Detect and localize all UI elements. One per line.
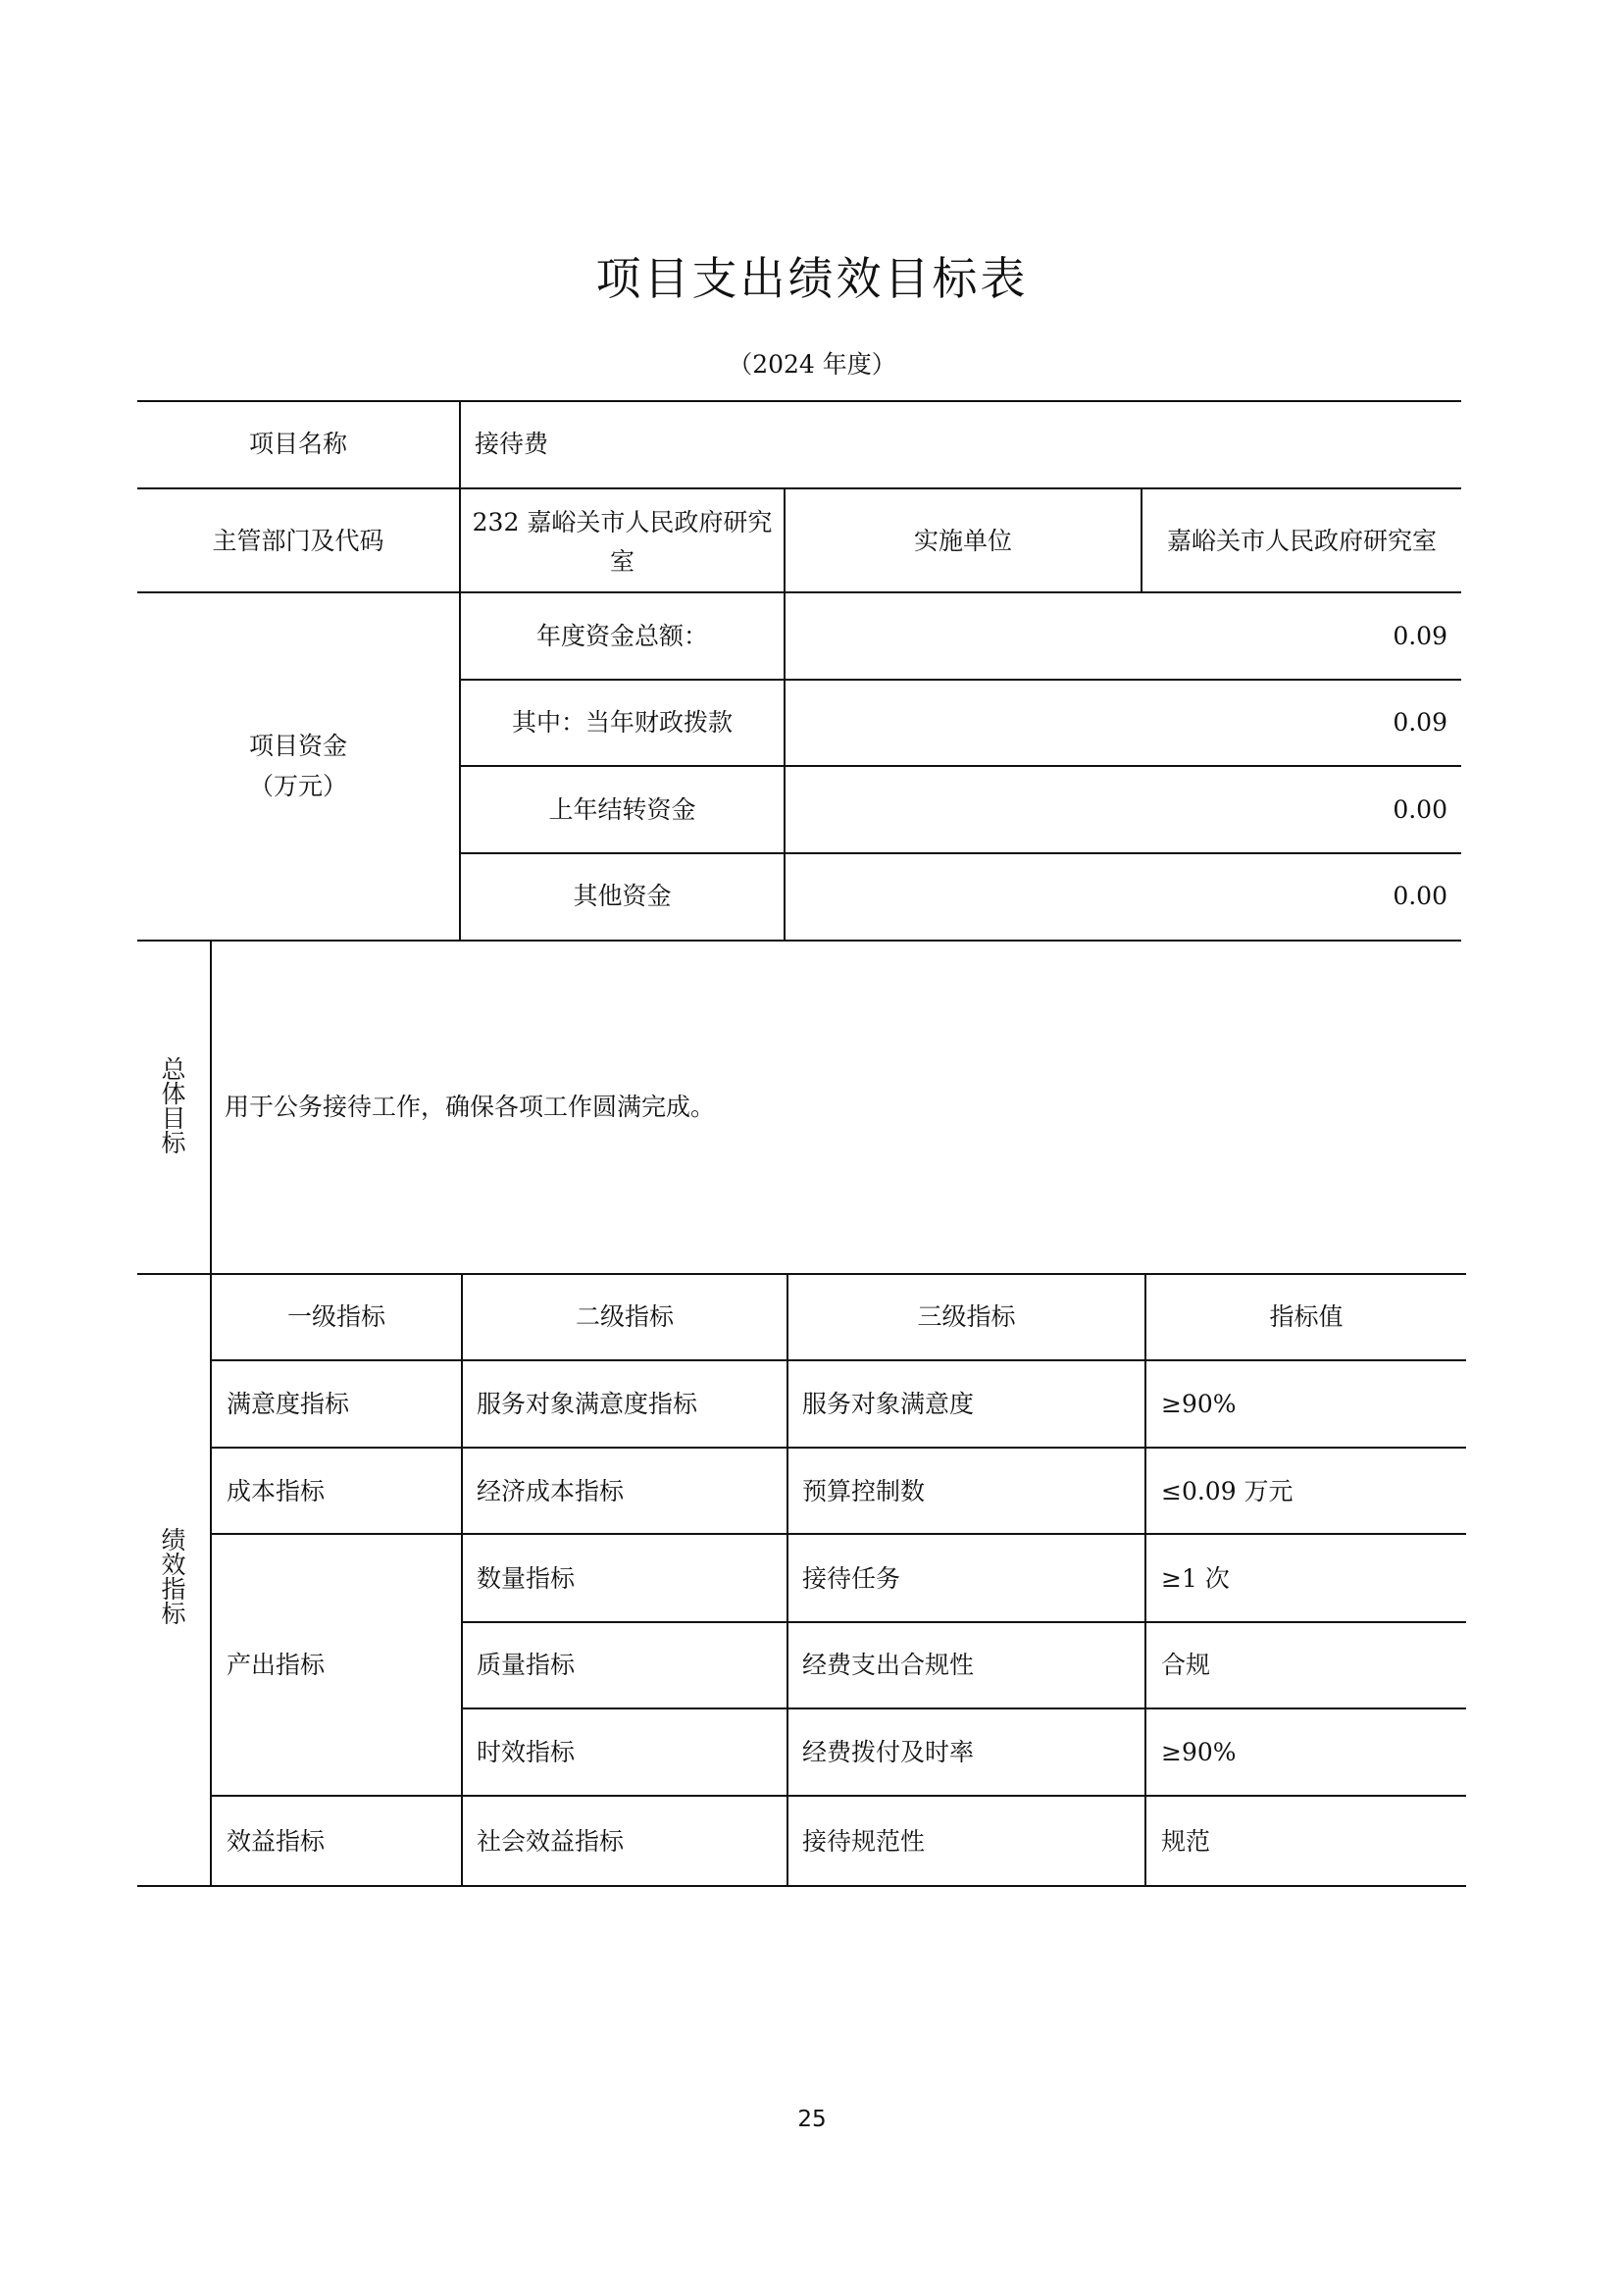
funds-unit: （万元） xyxy=(248,772,347,800)
funds-carryover-value: 0.00 xyxy=(1393,795,1447,824)
unit-value: 嘉峪关市人民政府研究室 xyxy=(1166,527,1437,555)
funds-label: 项目资金 xyxy=(248,732,347,760)
table-row-level2: 社会效益指标 xyxy=(477,1827,625,1856)
funds-total-value: 0.09 xyxy=(1393,622,1447,650)
indicators-label: 绩 效 指 标 xyxy=(161,1526,186,1628)
table-row-level3: 经费支出合规性 xyxy=(802,1651,975,1679)
funds-appropriation-value: 0.09 xyxy=(1393,708,1447,737)
page-title: 项目支出绩效目标表 xyxy=(595,252,1029,305)
table-row-value: ≥90% xyxy=(1161,1738,1237,1766)
unit-label: 实施单位 xyxy=(913,527,1012,555)
funds-carryover-label: 上年结转资金 xyxy=(548,795,696,824)
goal-label: 总 体 目 标 xyxy=(161,1055,186,1157)
table-row-value: ≥1 次 xyxy=(1161,1564,1230,1593)
project-name-label: 项目名称 xyxy=(248,430,347,458)
funds-total-label: 年度资金总额： xyxy=(535,622,708,650)
funds-other-label: 其他资金 xyxy=(573,882,672,910)
table-row-level2: 质量指标 xyxy=(477,1651,576,1679)
table-row-value: ≤0.09 万元 xyxy=(1161,1477,1294,1505)
header-level3: 三级指标 xyxy=(917,1302,1016,1331)
header-level1: 一级指标 xyxy=(286,1302,385,1331)
goal-text: 用于公务接待工作，确保各项工作圆满完成。 xyxy=(225,1093,716,1121)
dept-value-line2: 室 xyxy=(609,547,634,576)
year-subtitle: （2024 年度） xyxy=(728,350,896,379)
header-level2: 二级指标 xyxy=(575,1302,674,1331)
table-row-level3: 经费拨付及时率 xyxy=(802,1738,975,1766)
level1-cost: 成本指标 xyxy=(227,1477,326,1505)
level1-satisfaction: 满意度指标 xyxy=(227,1390,350,1418)
level1-benefit: 效益指标 xyxy=(227,1827,326,1856)
level1-output: 产出指标 xyxy=(227,1651,326,1679)
table-row-level2: 时效指标 xyxy=(477,1738,576,1766)
dept-label: 主管部门及代码 xyxy=(212,527,384,555)
table-row-level3: 预算控制数 xyxy=(802,1477,926,1505)
dept-value-line1: 232 嘉峪关市人民政府研究 xyxy=(472,508,773,536)
project-name-value: 接待费 xyxy=(475,430,549,458)
table-row-level2: 数量指标 xyxy=(477,1564,576,1593)
table-row-level3: 接待任务 xyxy=(802,1564,901,1593)
funds-appropriation-label: 其中：当年财政拨款 xyxy=(511,708,733,737)
funds-other-value: 0.00 xyxy=(1393,882,1447,910)
table-row-value: 规范 xyxy=(1161,1827,1211,1856)
table-row-level2: 服务对象满意度指标 xyxy=(477,1390,698,1418)
page-number: 25 xyxy=(797,2107,827,2132)
table-row-level3: 服务对象满意度 xyxy=(802,1390,975,1418)
table-row-value: 合规 xyxy=(1161,1651,1211,1679)
table-row-level3: 接待规范性 xyxy=(802,1827,926,1856)
header-value: 指标值 xyxy=(1269,1302,1344,1331)
table-row-value: ≥90% xyxy=(1161,1390,1237,1418)
table-row-level2: 经济成本指标 xyxy=(477,1477,625,1505)
